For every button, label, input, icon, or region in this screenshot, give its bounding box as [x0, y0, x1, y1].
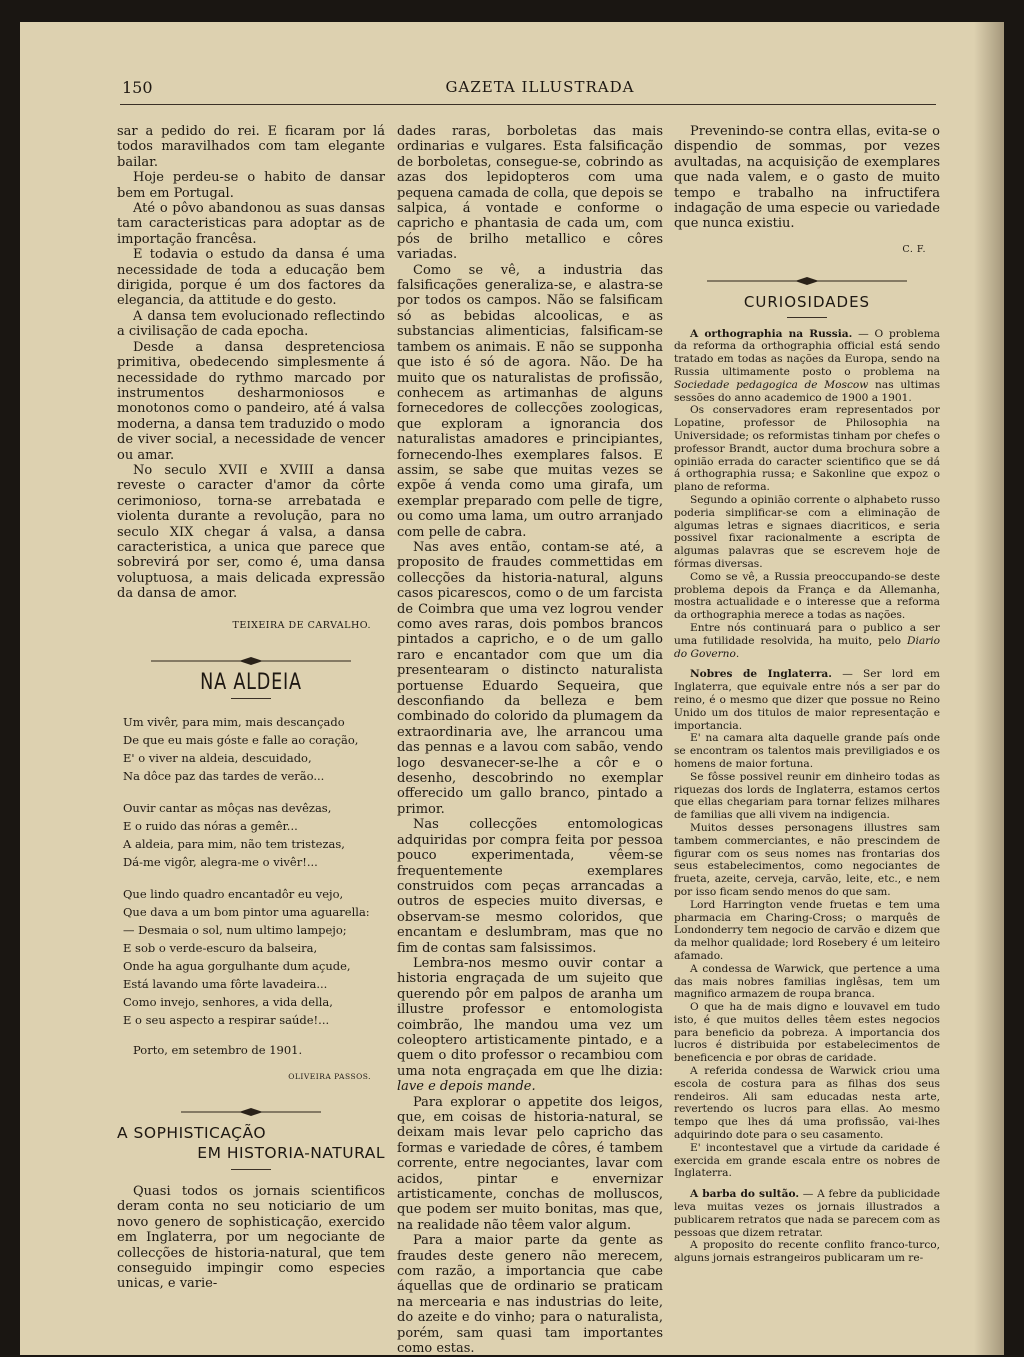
page-number: 150	[122, 78, 153, 97]
curiosity-item	[674, 1239, 940, 1265]
article-initials: C. F.	[902, 243, 926, 255]
item-lead: A orthographia na Russia.	[690, 327, 853, 340]
poem-line: E sob o verde-escuro da balseira,	[123, 941, 318, 956]
paragraph: Nas collecções entomologicas adquiridas por compra feita por pessoa pouco experimentada, vêem-se frequentemente exemplares construidos com peças arrancadas a outros de especies muito diversas, e observam-se mesmo coloridos, que encantam e deslumbram, mas que no fim de contas sam falsissimos.	[397, 817, 663, 956]
curiosity-item	[674, 494, 940, 571]
poem-stanza	[123, 713, 385, 785]
article-title-line-2: EM HISTORIA-NATURAL	[197, 1143, 385, 1162]
item-italic: Sociedade pedagogica de Moscow	[674, 378, 869, 391]
paragraph: Hoje perdeu-se o habito de dansar bem em Portugal.	[117, 170, 385, 201]
paragraph: sar a pedido do rei. E ficaram por lá todos maravilhados com tam elegante bailar.	[117, 124, 385, 170]
column-1	[117, 124, 385, 1292]
poem-line: Um vivêr, para mim, mais descançado	[123, 715, 345, 730]
curiosity-item	[674, 1142, 940, 1180]
curiosidades-list	[674, 328, 940, 1265]
article-byline: TEIXEIRA DE CARVALHO.	[232, 619, 371, 631]
paragraph: Até o pôvo abandonou as suas dansas tam caracteristicas para adoptar as de importação francêsa.	[117, 201, 385, 247]
ornament-divider	[151, 655, 351, 667]
item-tail: nas ultimas sessões do anno academico de 1900 a 1901.	[674, 378, 941, 404]
poem-line: Que lindo quadro encantadôr eu vejo,	[123, 887, 344, 902]
poem-line: E o seu aspecto a respirar saúde!...	[123, 1013, 330, 1028]
item-text: Como se vê, a Russia preoccupando-se deste problema depois da França e da Allemanha, mostra actualidade e o interesse que a reforma da orthographia merece a todas as nações.	[674, 570, 940, 622]
column-3	[674, 124, 940, 1265]
curiosity-item	[674, 668, 940, 732]
paragraph: No seculo XVII e XVIII a dansa reveste o caracter d'amor da côrte cerimonioso, torna-se arrebatada e violenta durante a revolução, para no seculo XIX chegar á valsa, a dansa caracteristica, a unica que parece que sobrevirá por ser, como é, uma dansa voluptuosa, a mais delicada expressão da dansa de amor.	[117, 462, 385, 602]
poem-line: — Desmaia o sol, num ultimo lampejo;	[123, 923, 347, 938]
poem-line: Que dava a um bom pintor uma aguarella:	[123, 905, 370, 920]
poem-line: Como invejo, senhores, a vida della,	[123, 995, 333, 1010]
curiosity-item	[674, 1065, 940, 1142]
italic-quote: lave e depois mande.	[397, 1079, 536, 1095]
curiosity-item	[674, 571, 940, 622]
item-text: A condessa de Warwick, que pertence a uma das mais nobres familias inglêsas, tem um magnifico armazem de roupa branca.	[674, 962, 940, 1001]
paragraph: Desde a dansa despretenciosa primitiva, obedecendo simplesmente á necessidade do rythmo marcado por instrumentos desharmoniosos e monotonos como o pandeiro, até á valsa moderna, a dansa tem traduzido o modo de viver social, a necessidade de vencer ou amar.	[117, 339, 385, 463]
paragraph: Como se vê, a industria das falsificações generaliza-se, e alastra-se por todos os campos. Não se falsificam só as bebidas alcoolicas, e as substancias alimenticias, falsificam-se tambem os animais. E não se supponha que isto é só de agora. Não. De ha muito que os naturalistas de profissão, conhecem as artimanhas de alguns fornecedores de collecções zoologicas, que exploram a ignorancia dos naturalistas amadores e principiantes, fornecendo-lhes exemplares falsos. E assim, se sabe que muitas vezes se expõe á venda como uma girafa, um exemplar preparado com pelle de tigre, ou como uma lama, um outro arranjado com pelle de cabra.	[397, 262, 663, 540]
paragraph: Para a maior parte da gente as fraudes deste genero não merecem, com razão, a importancia que cabe áquellas que de ordinario se praticam na mercearia e nas industrias do leite, do azeite e do vinho; para o naturalista, porém, sam quasi tam importantes como estas.	[397, 1233, 663, 1357]
header-rule	[120, 104, 936, 105]
title-rule	[231, 698, 271, 699]
title-rule	[787, 317, 827, 318]
paragraph-text: Lembra-nos mesmo ouvir contar a historia engraçada de um sujeito que querendo pôr em palpos de aranha um illustre professor e entomologista coimbrão, lhe mandou uma vez um coleoptero artisticamente pintado, e a quem o dito professor o recambiou com uma nota engraçada em que lhe dizia:	[397, 955, 663, 1079]
curiosity-item	[674, 899, 940, 963]
poem-line: Está lavando uma fôrte lavadeira...	[123, 977, 328, 992]
paragraph: Prevenindo-se contra ellas, evita-se o dispendio de sommas, por vezes avultadas, na acquisição de exemplares que nada valem, e o gasto de muito tempo e trabalho na infructifera indagação de uma especie ou variedade que nunca existiu.	[674, 124, 940, 232]
poem-line: Na dôce paz das tardes de verão...	[123, 769, 325, 784]
item-text: O que ha de mais digno e louvavel em tudo isto, é que muitos delles têem estes negocios para beneficio da pobreza. A importancia dos lucros é distribuida por estabelecimentos de beneficencia e por obras de caridade.	[674, 1001, 940, 1065]
item-text: Lord Harrington vende fruetas e tem uma pharmacia em Charing-Cross; o marquês de Londonderry tem negocio de carvão e dizem que da melhor qualidade; lord Rosebery é um leiteiro afamado.	[674, 898, 940, 962]
poem-line: De que eu mais góste e falle ao coração,	[123, 733, 359, 748]
curiosity-item	[674, 622, 940, 660]
item-text: A referida condessa de Warwick criou uma escola de costura para as filhas dos seus rendeiros. Ali sam educadas nesta arte, revertendo os lucros para ellas. Ao mesmo tempo que lhes dá uma profissão, vai-lhes adquirindo dote para o seu casamento.	[674, 1065, 940, 1142]
poem-line: E' o viver na aldeia, descuidado,	[123, 751, 312, 766]
paragraph: Para explorar o appetite dos leigos, que, em coisas de historia-natural, se deixam mais levar pelo capricho das formas e variedade de côres, é tambem corrente, entre negociantes, lavar com acidos, pintar e envernizar artisticamente, conchas de molluscos, que podem ser muito bonitas, mas que, na realidade não têem valor algum.	[397, 1094, 663, 1233]
poem-author: OLIVEIRA PASSOS.	[288, 1071, 371, 1081]
poem	[123, 713, 385, 1029]
curiosity-item	[674, 404, 940, 494]
curiosity-item	[674, 822, 940, 899]
item-text: — Ser lord em Inglaterra, que equivale entre nós a ser par do reino, é o mesmo que dizer que possue no Reino Unido um dos titulos de maior representação e importancia.	[674, 668, 940, 732]
column-2	[397, 124, 663, 1357]
item-text: Entre nós continuará para o publico a ser uma futilidade resolvida, ha muito, pelo	[674, 621, 940, 647]
ornament-divider	[707, 275, 907, 287]
item-text: E' incontestavel que a virtude da caridade é exercida em grande escala entre os nobres de Inglaterra.	[674, 1141, 940, 1180]
item-text: Muitos desses personagens illustres sam tambem commerciantes, e não prescindem de figurar com os seus nomes nas frontarias dos seus estabelecimentos, como negociantes de frueta, azeite, cerveja, carvão, leite, etc., e nem por isso ficam sendo menos do que sam.	[674, 821, 940, 898]
paragraph: A dansa tem evolucionado reflectindo a civilisação de cada epocha.	[117, 308, 385, 340]
poem-line: A aldeia, para mim, não tem tristezas,	[123, 837, 345, 852]
curiosity-item	[674, 732, 940, 770]
poem-stanza	[123, 885, 385, 1029]
item-text: — O problema da reforma da orthographia official está sendo tratado em todas as nações da Europa, sendo na Russia ultimamente posto o problema na	[674, 327, 940, 379]
section-title-curiosidades: CURIOSIDADES	[743, 293, 871, 312]
curiosity-item	[674, 1188, 940, 1239]
item-text: Segundo a opinião corrente o alphabeto russo poderia simplificar-se com a eliminação de algumas letras e signaes diacriticos, e seria possivel fixar racionalmente a escripta de algumas palavras que se escrevem hoje de fórmas diversas.	[674, 494, 940, 570]
ornament-divider	[151, 1106, 351, 1118]
poem-title: NA ALDEIA	[200, 670, 302, 695]
paragraph: E todavia o estudo da dansa é uma necessidade de toda a educação bem dirigida, porque é um dos factores da elegancia, da attitude e do gesto.	[117, 247, 385, 309]
item-text: E' na camara alta daquelle grande país onde se encontram os talentos mais previligiados e os homens de maior fortuna.	[674, 732, 940, 770]
curiosity-item	[674, 771, 940, 822]
poem-place-date: Porto, em setembro de 1901.	[133, 1043, 303, 1058]
item-text: Se fôsse possivel reunir em dinheiro todas as riquezas dos lords de Inglaterra, estamos certos que ellas chegariam para tornar felizes milhares de familias que alli vivem na indigencia.	[674, 770, 940, 822]
item-lead: A barba do sultão.	[690, 1188, 800, 1201]
item-tail: .	[735, 647, 740, 660]
item-text: A proposito do recente conflito franco-turco, alguns jornais estrangeiros publicaram um re-	[674, 1239, 940, 1265]
curiosity-item	[674, 963, 940, 1001]
paragraph: dades raras, borboletas das mais ordinarias e vulgares. Esta falsificação de borboletas, consegue-se, cobrindo as azas dos lepidopteros com uma pequena camada de colla, que depois se salpica, á vontade e conforme o capricho e phantasia de cada um, com pós de brilho metallico e côres variadas.	[397, 124, 663, 263]
curiosity-item	[674, 328, 940, 405]
poem-line: Onde ha agua gorgulhante dum açude,	[123, 959, 351, 974]
paragraph-with-quote	[397, 956, 663, 1095]
title-rule	[231, 1169, 271, 1170]
item-lead: Nobres de Inglaterra.	[690, 668, 832, 681]
item-text: — A febre da publicidade leva muitas vezes os jornais illustrados a publicarem retratos que nada se parecem com as pessoas que dizem retratar.	[674, 1188, 941, 1239]
item-text: Os conservadores eram representados por Lopatine, professor de Philosophia na Universidade; os reformistas tinham por chefes o professor Brandt, auctor duma brochura sobre a opinião errada do caracter scientifico que se dá á orthographia russa; e Sakonline que expoz o plano de reforma.	[674, 404, 940, 494]
masthead: GAZETA ILLUSTRADA	[445, 78, 635, 96]
paragraph: Nas aves então, contam-se até, a proposito de fraudes commettidas em collecções da historia-natural, alguns casos picarescos, como o de um farcista de Coimbra que uma vez logrou vender como aves raras, dois pombos brancos pintados a capricho, e o de um gallo raro e encantador com que um dia presentearam o distincto naturalista portuense Eduardo Sequeira, que desconfiando da belleza e bem combinado do colorido da plumagem da extraordinaria ave, lhe arrancou uma das pennas e a lavou com sabão, vendo logo desvanecer-se-lhe a côr e o desenho, descobrindo no exemplar offerecido um gallo branco, pintado a primor.	[397, 539, 663, 817]
poem-line: E o ruido das nóras a gemêr...	[123, 819, 298, 834]
article-title-line-1: A SOPHISTICAÇÃO	[117, 1124, 267, 1143]
poem-line: Dá-me vigôr, alegra-me o vivêr!...	[123, 855, 318, 870]
item-italic: Diario do Governo	[674, 634, 940, 660]
poem-line: Ouvir cantar as môças nas devêzas,	[123, 801, 332, 816]
curiosity-item	[674, 1001, 940, 1065]
page-header	[0, 78, 1024, 100]
paragraph: Quasi todos os jornais scientificos deram conta no seu noticiario de um novo genero de sophisticação, exercido em Inglaterra, por um negociante de collecções de historia-natural, que tem conseguido impingir como especies unicas, e varie-	[117, 1184, 385, 1292]
poem-stanza	[123, 799, 385, 871]
